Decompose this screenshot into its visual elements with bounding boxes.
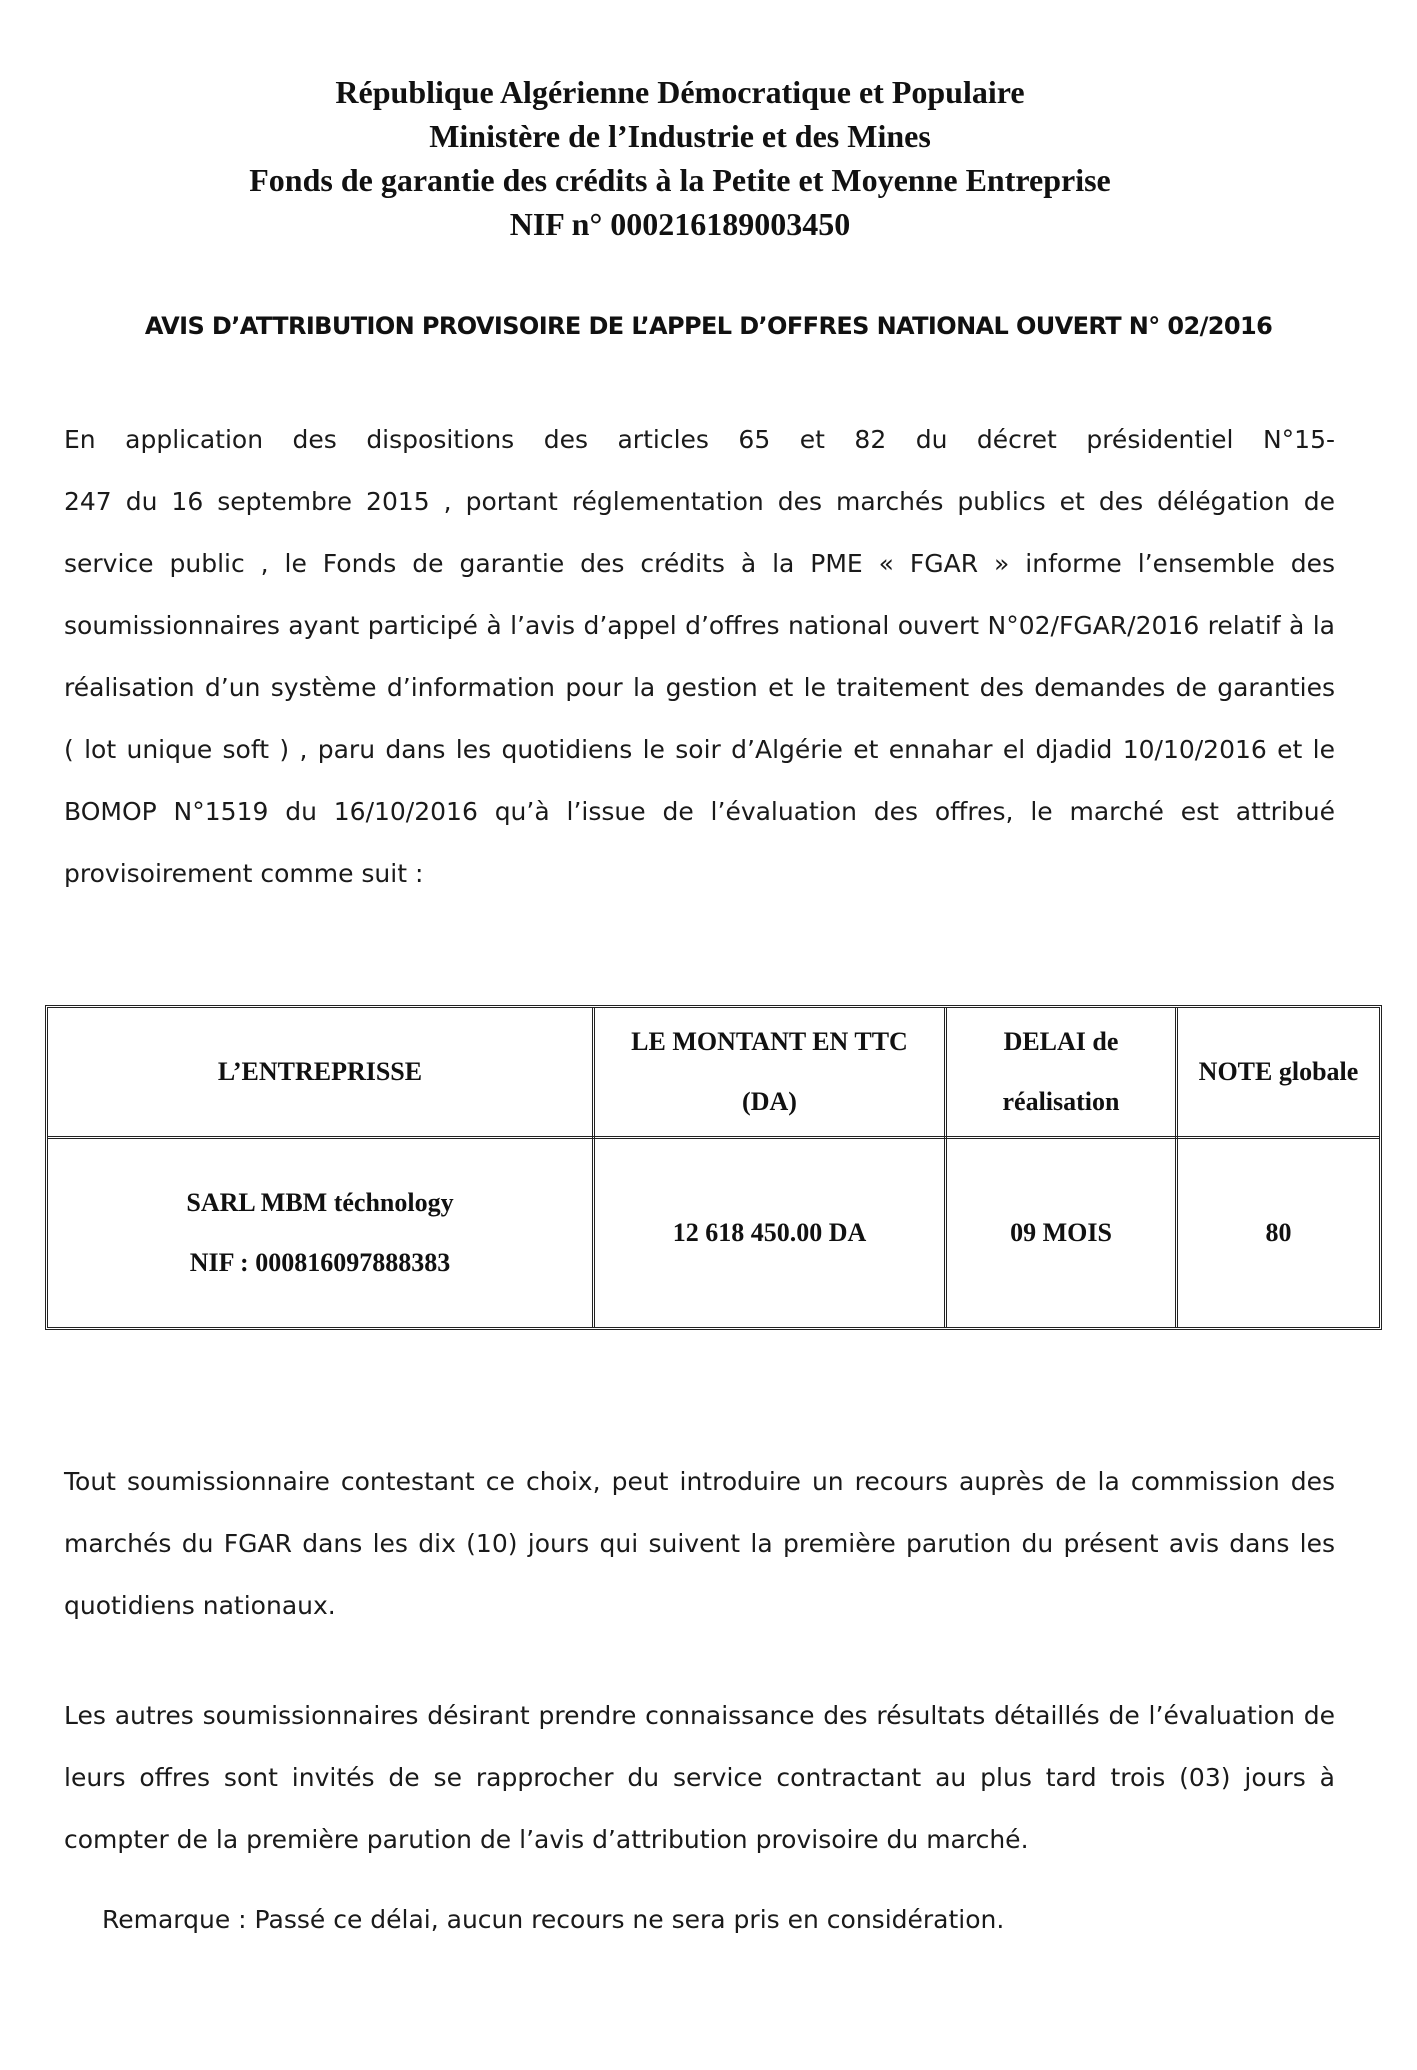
header-score bbox=[1178, 1008, 1379, 1136]
header-amount-line1: LE MONTANT EN TTC bbox=[631, 1027, 908, 1056]
header-delay bbox=[947, 1008, 1175, 1136]
header-ministry: Ministère de l’Industrie et des Mines bbox=[429, 118, 931, 154]
attribution-table bbox=[45, 1005, 1382, 1330]
header-delay-line2: réalisation bbox=[1002, 1087, 1120, 1116]
results-line: compter de la première parution de l’avis d’attribution provisoire du marché. bbox=[64, 1825, 1029, 1854]
row-company bbox=[48, 1139, 592, 1327]
row-score bbox=[1178, 1139, 1379, 1327]
intro-line: service public , le Fonds de garantie des crédits à la PME « FGAR » informe l’ensemble des bbox=[64, 549, 1335, 578]
intro-line: 247 du 16 septembre 2015 , portant réglementation des marchés publics et des délégation de bbox=[64, 487, 1335, 516]
row-delay bbox=[947, 1139, 1175, 1327]
results-line: leurs offres sont invités de se rapprocher du service contractant au plus tard trois (03) jours à bbox=[64, 1763, 1335, 1792]
company-name: SARL MBM téchnology bbox=[186, 1188, 454, 1217]
appeal-line: quotidiens nationaux. bbox=[64, 1591, 336, 1620]
header-fund: Fonds de garantie des crédits à la Petite et Moyenne Entreprise bbox=[249, 162, 1111, 198]
delay-value: 09 MOIS bbox=[1010, 1218, 1112, 1247]
header-delay-line1: DELAI de bbox=[1003, 1027, 1119, 1056]
header-company-label: L’ENTREPRISSE bbox=[217, 1057, 423, 1086]
header-amount-line2: (DA) bbox=[742, 1087, 797, 1116]
intro-line: ( lot unique soft ) , paru dans les quotidiens le soir d’Algérie et ennahar el djadid 10/10/2016 et le bbox=[64, 735, 1335, 764]
appeal-line: marchés du FGAR dans les dix (10) jours qui suivent la première parution du présent avis dans les bbox=[64, 1529, 1335, 1558]
company-nif: NIF : 000816097888383 bbox=[189, 1248, 451, 1277]
header-score-label: NOTE globale bbox=[1198, 1057, 1359, 1086]
intro-line: provisoirement comme suit : bbox=[64, 859, 424, 888]
intro-line: En application des dispositions des articles 65 et 82 du décret présidentiel N°15- bbox=[64, 425, 1335, 454]
intro-line: BOMOP N°1519 du 16/10/2016 qu’à l’issue de l’évaluation des offres, le marché est attribué bbox=[64, 797, 1335, 826]
amount-value: 12 618 450.00 DA bbox=[672, 1218, 867, 1247]
score-value: 80 bbox=[1265, 1218, 1292, 1247]
header-amount bbox=[595, 1008, 944, 1136]
notice-title: AVIS D’ATTRIBUTION PROVISOIRE DE L’APPEL D’OFFRES NATIONAL OUVERT N° 02/2016 bbox=[144, 312, 1273, 340]
results-line: Les autres soumissionnaires désirant prendre connaissance des résultats détaillés de l’évaluation de bbox=[64, 1701, 1335, 1730]
letterhead bbox=[0, 70, 1360, 246]
appeal-line: Tout soumissionnaire contestant ce choix, peut introduire un recours auprès de la commission des bbox=[64, 1467, 1335, 1496]
remark-note: Remarque : Passé ce délai, aucun recours ne sera pris en considération. bbox=[102, 1905, 1005, 1934]
header-company bbox=[48, 1008, 592, 1136]
header-nif: NIF n° 000216189003450 bbox=[509, 206, 851, 242]
intro-line: soumissionnaires ayant participé à l’avis d’appel d’offres national ouvert N°02/FGAR/2016 relatif à la bbox=[64, 611, 1335, 640]
row-amount bbox=[595, 1139, 944, 1327]
intro-line: réalisation d’un système d’information pour la gestion et le traitement des demandes de garanties bbox=[64, 673, 1335, 702]
header-republic: République Algérienne Démocratique et Populaire bbox=[335, 74, 1025, 110]
